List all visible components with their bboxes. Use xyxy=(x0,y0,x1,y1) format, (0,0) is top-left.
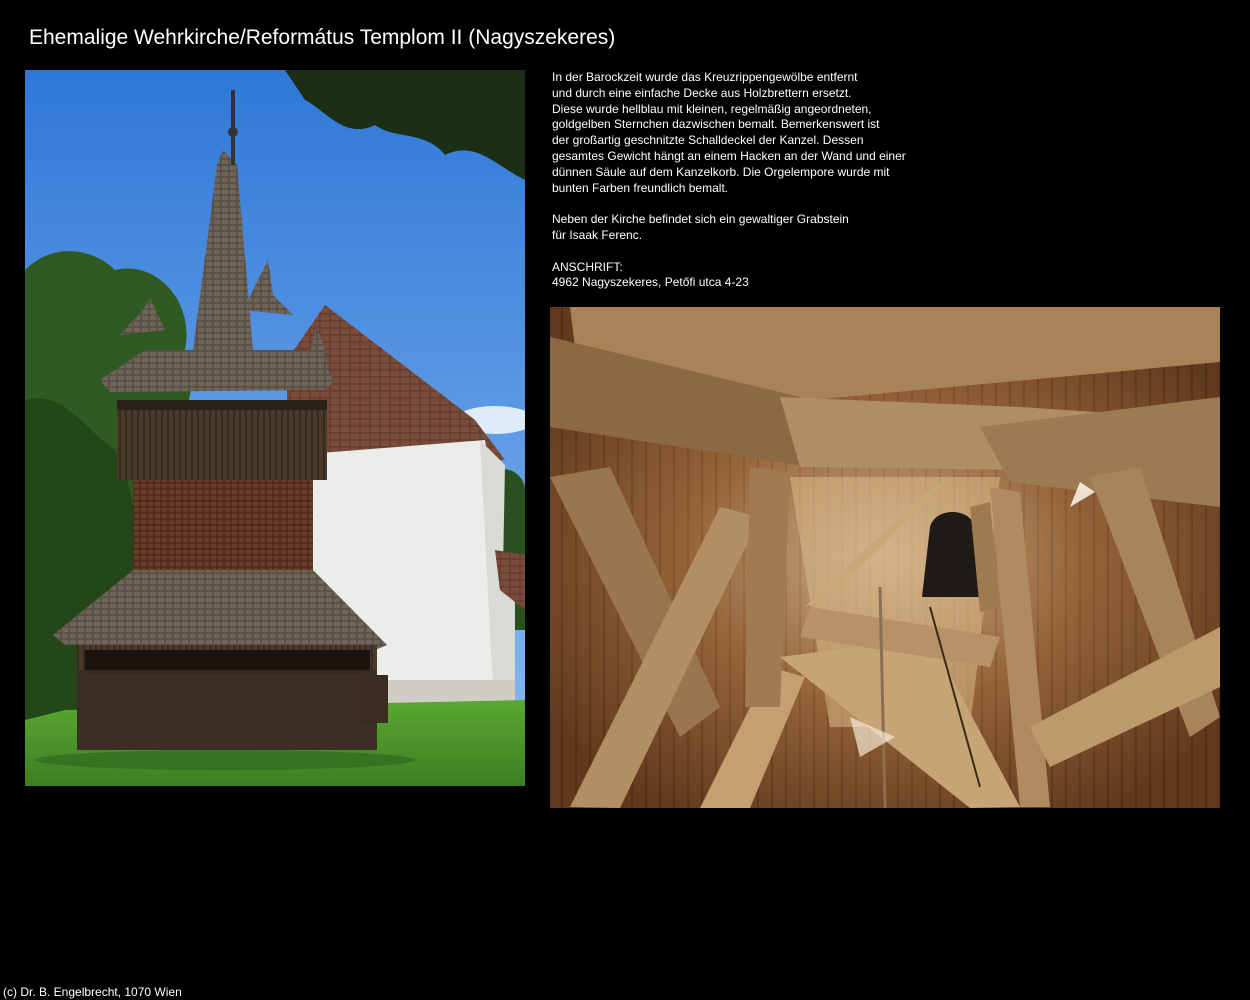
copyright-footer: (c) Dr. B. Engelbrecht, 1070 Wien xyxy=(3,985,182,999)
description-line: Diese wurde hellblau mit kleinen, regelmäßig angeordneten, xyxy=(552,101,872,116)
description-line: der großartig geschnitzte Schalldeckel der Kanzel. Dessen xyxy=(552,133,864,148)
description-line: dünnen Säule auf dem Kanzelkorb. Die Orgelempore wurde mit xyxy=(552,164,890,179)
church-belltower-image xyxy=(25,70,525,786)
description-line: bunten Farben freundlich bemalt. xyxy=(552,180,729,195)
belfry-interior-photo[interactable] xyxy=(550,307,1220,808)
description-line: goldgelben Sternchen dazwischen bemalt. Bemerkenswert ist xyxy=(552,117,880,132)
description-line: und durch eine einfache Decke aus Holzbrettern ersetzt. xyxy=(552,85,852,100)
description-line: Neben der Kirche befindet sich ein gewaltiger Grabstein xyxy=(552,212,849,227)
address-value: 4962 Nagyszekeres, Petőfi utca 4-23 xyxy=(552,275,749,290)
address-label: ANSCHRIFT: xyxy=(552,259,623,274)
description-line: für Isaak Ferenc. xyxy=(552,227,643,242)
description-line: In der Barockzeit wurde das Kreuzrippengewölbe entfernt xyxy=(552,70,858,84)
church-belltower-photo[interactable] xyxy=(25,70,525,786)
belfry-interior-image xyxy=(550,307,1220,808)
description-line: gesamtes Gewicht hängt an einem Hacken an der Wand und einer xyxy=(552,148,906,163)
description-text xyxy=(552,70,932,291)
page-title: Ehemalige Wehrkirche/Református Templom II (Nagyszekeres) xyxy=(29,26,616,49)
